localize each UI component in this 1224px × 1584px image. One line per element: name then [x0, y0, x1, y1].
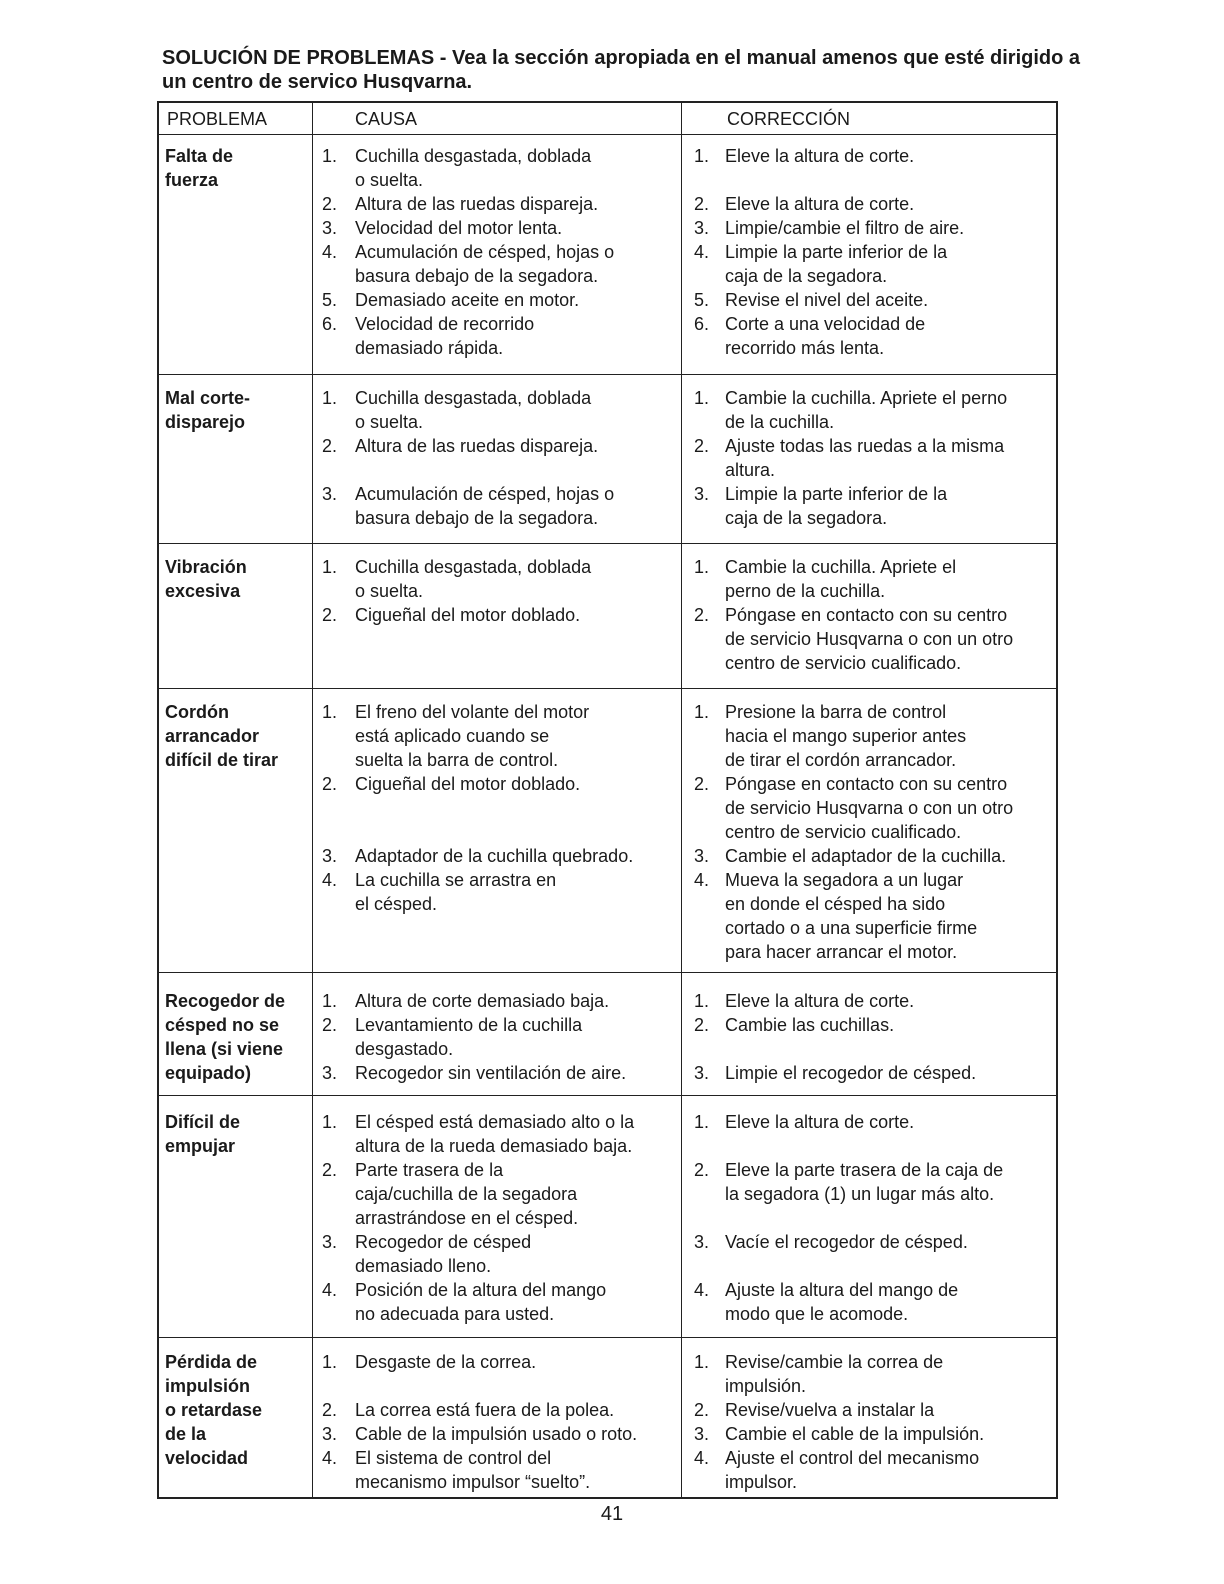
item-number: 3. [321, 846, 337, 866]
problem-label: disparejo [165, 412, 246, 432]
problem-label: equipado) [165, 1063, 251, 1083]
item-number: 2. [693, 1160, 709, 1180]
item-number: 3. [693, 1063, 709, 1083]
item-number: 1. [693, 991, 709, 1011]
cause-text: no adecuada para usted. [355, 1304, 555, 1324]
cause-text: Parte trasera de la [355, 1160, 504, 1180]
cause-text: El sistema de control del [355, 1448, 552, 1468]
correction-text: hacia el mango superior antes [725, 726, 967, 746]
item-number: 1. [693, 388, 709, 408]
problem-label: Mal corte- [165, 388, 251, 408]
cause-text: El freno del volante del motor [355, 702, 590, 722]
cause-text: desgastado. [355, 1039, 454, 1059]
cause-text: Cuchilla desgastada, doblada [355, 557, 592, 577]
item-number: 4. [321, 870, 337, 890]
correction-text: Presione la barra de control [725, 702, 947, 722]
item-number: 2. [693, 605, 709, 625]
correction-text: Revise/cambie la correa de [725, 1352, 944, 1372]
problem-label: impulsión [165, 1376, 250, 1396]
correction-text: cortado o a una superficie firme [725, 918, 978, 938]
correction-text: Póngase en contacto con su centro [725, 774, 1008, 794]
cause-text: Posición de la altura del mango [355, 1280, 607, 1300]
item-number: 1. [693, 702, 709, 722]
correction-text: de la cuchilla. [725, 412, 835, 432]
correction-text: Cambie la cuchilla. Apriete el perno [725, 388, 1008, 408]
column-divider [681, 103, 682, 1497]
item-number: 1. [321, 388, 337, 408]
problem-label: Difícil de [165, 1112, 241, 1132]
row-divider [159, 1337, 1056, 1338]
problem-label: de la [165, 1424, 207, 1444]
item-number: 4. [321, 242, 337, 262]
item-number: 3. [693, 1232, 709, 1252]
cause-text: demasiado lleno. [355, 1256, 492, 1276]
item-number: 3. [693, 218, 709, 238]
problem-label: empujar [165, 1136, 236, 1156]
cause-text: basura debajo de la segadora. [355, 508, 599, 528]
problem-label: Vibración [165, 557, 247, 577]
item-number: 2. [321, 1160, 337, 1180]
cause-text: suelta la barra de control. [355, 750, 559, 770]
row-divider [159, 374, 1056, 375]
problem-label: o retardase [165, 1400, 263, 1420]
correction-text: centro de servicio cualificado. [725, 822, 962, 842]
cause-text: mecanismo impulsor “suelto”. [355, 1472, 591, 1492]
correction-text: Ajuste el control del mecanismo [725, 1448, 980, 1468]
item-number: 4. [693, 242, 709, 262]
correction-text: Eleve la altura de corte. [725, 1112, 915, 1132]
correction-text: recorrido más lenta. [725, 338, 885, 358]
item-number: 2. [693, 1015, 709, 1035]
correction-text: Corte a una velocidad de [725, 314, 926, 334]
cause-text: está aplicado cuando se [355, 726, 550, 746]
cause-text: La cuchilla se arrastra en [355, 870, 557, 890]
item-number: 1. [321, 991, 337, 1011]
item-number: 2. [321, 1400, 337, 1420]
item-number: 1. [321, 1112, 337, 1132]
correction-text: Cambie las cuchillas. [725, 1015, 895, 1035]
problem-label: arrancador [165, 726, 260, 746]
cause-text: Cuchilla desgastada, doblada [355, 388, 592, 408]
cause-text: Altura de las ruedas dispareja. [355, 436, 599, 456]
item-number: 2. [693, 194, 709, 214]
cause-text: El césped está demasiado alto o la [355, 1112, 635, 1132]
item-number: 1. [321, 557, 337, 577]
cause-text: Adaptador de la cuchilla quebrado. [355, 846, 634, 866]
cause-text: Demasiado aceite en motor. [355, 290, 580, 310]
cause-text: demasiado rápida. [355, 338, 504, 358]
troubleshooting-table [157, 101, 1058, 1499]
problem-label: difícil de tirar [165, 750, 279, 770]
row-divider [159, 688, 1056, 689]
correction-text: Eleve la altura de corte. [725, 146, 915, 166]
cause-text: o suelta. [355, 412, 424, 432]
item-number: 2. [321, 436, 337, 456]
problem-label: césped no se [165, 1015, 280, 1035]
page-number: 41 [600, 1503, 624, 1525]
cause-text: caja/cuchilla de la segadora [355, 1184, 578, 1204]
correction-text: Mueva la segadora a un lugar [725, 870, 964, 890]
correction-text: Limpie la parte inferior de la [725, 484, 948, 504]
cause-text: La correa está fuera de la polea. [355, 1400, 615, 1420]
item-number: 5. [693, 290, 709, 310]
cause-text: el césped. [355, 894, 438, 914]
correction-text: Revise el nivel del aceite. [725, 290, 929, 310]
item-number: 2. [321, 605, 337, 625]
correction-text: Eleve la parte trasera de la caja de [725, 1160, 1004, 1180]
problem-label: llena (si viene [165, 1039, 284, 1059]
correction-text: impulsor. [725, 1472, 798, 1492]
item-number: 3. [693, 484, 709, 504]
problem-label: Pérdida de [165, 1352, 258, 1372]
item-number: 1. [321, 146, 337, 166]
correction-text: modo que le acomode. [725, 1304, 909, 1324]
item-number: 3. [321, 484, 337, 504]
correction-text: de servicio Husqvarna o con un otro [725, 629, 1014, 649]
correction-text: Vacíe el recogedor de césped. [725, 1232, 968, 1252]
cause-text: Levantamiento de la cuchilla [355, 1015, 583, 1035]
cause-text: Velocidad del motor lenta. [355, 218, 563, 238]
correction-text: en donde el césped ha sido [725, 894, 946, 914]
item-number: 3. [321, 1424, 337, 1444]
correction-text: Limpie la parte inferior de la [725, 242, 948, 262]
problem-label: excesiva [165, 581, 241, 601]
correction-text: la segadora (1) un lugar más alto. [725, 1184, 995, 1204]
correction-text: Cambie el cable de la impulsión. [725, 1424, 985, 1444]
cause-text: altura de la rueda demasiado baja. [355, 1136, 633, 1156]
cause-text: basura debajo de la segadora. [355, 266, 599, 286]
correction-text: caja de la segadora. [725, 508, 888, 528]
correction-text: Limpie el recogedor de césped. [725, 1063, 977, 1083]
item-number: 6. [693, 314, 709, 334]
cause-text: Velocidad de recorrido [355, 314, 535, 334]
correction-text: Limpie/cambie el filtro de aire. [725, 218, 965, 238]
correction-text: altura. [725, 460, 776, 480]
correction-text: impulsión. [725, 1376, 807, 1396]
item-number: 1. [693, 146, 709, 166]
cause-text: Acumulación de césped, hojas o [355, 242, 615, 262]
item-number: 4. [693, 870, 709, 890]
row-divider [159, 972, 1056, 973]
cause-text: o suelta. [355, 170, 424, 190]
column-header-correction: CORRECCIÓN [727, 109, 851, 129]
problem-label: Falta de [165, 146, 234, 166]
cause-text: arrastrándose en el césped. [355, 1208, 579, 1228]
item-number: 2. [321, 774, 337, 794]
item-number: 3. [321, 1063, 337, 1083]
problem-label: Cordón [165, 702, 229, 722]
correction-text: de servicio Husqvarna o con un otro [725, 798, 1014, 818]
problem-label: fuerza [165, 170, 219, 190]
item-number: 3. [321, 1232, 337, 1252]
correction-text: perno de la cuchilla. [725, 581, 886, 601]
item-number: 4. [321, 1280, 337, 1300]
cause-text: Altura de corte demasiado baja. [355, 991, 610, 1011]
item-number: 6. [321, 314, 337, 334]
cause-text: Recogedor sin ventilación de aire. [355, 1063, 627, 1083]
correction-text: Cambie el adaptador de la cuchilla. [725, 846, 1007, 866]
item-number: 5. [321, 290, 337, 310]
item-number: 2. [693, 436, 709, 456]
problem-label: Recogedor de [165, 991, 286, 1011]
correction-text: Revise/vuelva a instalar la [725, 1400, 935, 1420]
cause-text: Cable de la impulsión usado o roto. [355, 1424, 638, 1444]
cause-text: o suelta. [355, 581, 424, 601]
cause-text: Altura de las ruedas dispareja. [355, 194, 599, 214]
item-number: 1. [693, 1112, 709, 1132]
header-divider [159, 134, 1056, 135]
item-number: 1. [693, 1352, 709, 1372]
column-header-cause: CAUSA [355, 109, 418, 129]
correction-text: Póngase en contacto con su centro [725, 605, 1008, 625]
row-divider [159, 543, 1056, 544]
item-number: 2. [693, 1400, 709, 1420]
correction-text: Cambie la cuchilla. Apriete el [725, 557, 957, 577]
item-number: 1. [321, 702, 337, 722]
page-heading: SOLUCIÓN DE PROBLEMAS - Vea la sección apropiada en el manual amenos que esté dirigido a un centro de servico Husqvarna. [162, 47, 1081, 93]
correction-text: caja de la segadora. [725, 266, 888, 286]
item-number: 2. [321, 1015, 337, 1035]
problem-label: velocidad [165, 1448, 249, 1468]
cause-text: Cigueñal del motor doblado. [355, 774, 581, 794]
cause-text: Cigueñal del motor doblado. [355, 605, 581, 625]
item-number: 1. [693, 557, 709, 577]
item-number: 1. [321, 1352, 337, 1372]
item-number: 2. [321, 194, 337, 214]
cause-text: Recogedor de césped [355, 1232, 532, 1252]
item-number: 4. [693, 1448, 709, 1468]
correction-text: Ajuste la altura del mango de [725, 1280, 959, 1300]
correction-text: para hacer arrancar el motor. [725, 942, 958, 962]
correction-text: Eleve la altura de corte. [725, 991, 915, 1011]
cause-text: Desgaste de la correa. [355, 1352, 537, 1372]
item-number: 3. [321, 218, 337, 238]
correction-text: centro de servicio cualificado. [725, 653, 962, 673]
cause-text: Cuchilla desgastada, doblada [355, 146, 592, 166]
cause-text: Acumulación de césped, hojas o [355, 484, 615, 504]
item-number: 3. [693, 846, 709, 866]
correction-text: Eleve la altura de corte. [725, 194, 915, 214]
item-number: 4. [693, 1280, 709, 1300]
correction-text: de tirar el cordón arrancador. [725, 750, 957, 770]
correction-text: Ajuste todas las ruedas a la misma [725, 436, 1005, 456]
row-divider [159, 1095, 1056, 1096]
item-number: 4. [321, 1448, 337, 1468]
column-header-problem: PROBLEMA [167, 109, 268, 129]
item-number: 3. [693, 1424, 709, 1444]
item-number: 2. [693, 774, 709, 794]
